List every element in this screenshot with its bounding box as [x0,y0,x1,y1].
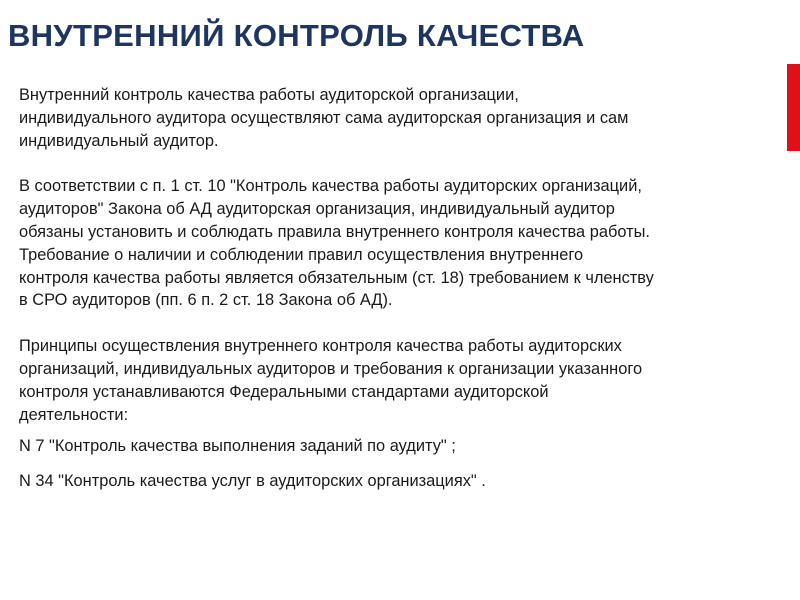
text-line: контроля устанавливаются Федеральными стандартами аудиторской [19,382,549,401]
paragraph-principles [19,335,794,426]
text-line: индивидуального аудитора осуществляют сама аудиторская организация и сам [19,108,629,127]
slide-body [19,84,794,493]
text-line: обязаны установить и соблюдать правила внутреннего контроля качества работы. [19,222,650,241]
text-line: Требование о наличии и соблюдении правил осуществления внутреннего [19,245,584,264]
text-line: контроля качества работы является обязательным (ст. 18) требованием к членству [19,268,654,287]
text-line: в СРО аудиторов (пп. 6 п. 2 ст. 18 Закона об АД). [19,291,393,310]
text-line: индивидуальный аудитор. [19,131,219,150]
paragraph-intro [19,84,794,152]
paragraph-law-reference [19,175,794,312]
standard-item-34: N 34 "Контроль качества услуг в аудиторских организациях" . [19,472,486,491]
text-line: Внутренний контроль качества работы аудиторской организации, [19,86,519,104]
slide-title: ВНУТРЕННИЙ КОНТРОЛЬ КАЧЕСТВА [8,18,585,53]
text-line: В соответствии с п. 1 ст. 10 "Контроль качества работы аудиторских организаций, [19,177,642,196]
text-line: аудиторов" Закона об АД аудиторская организация, индивидуальный аудитор [19,200,615,219]
standard-item-7: N 7 "Контроль качества выполнения заданий по аудиту" ; [19,437,456,456]
text-line: Принципы осуществления внутреннего контроля качества работы аудиторских [19,337,622,356]
text-line: деятельности: [19,405,129,424]
paragraph-gap [19,152,794,175]
text-line: организаций, индивидуальных аудиторов и требования к организации указанного [19,359,643,378]
paragraph-gap [19,312,794,335]
